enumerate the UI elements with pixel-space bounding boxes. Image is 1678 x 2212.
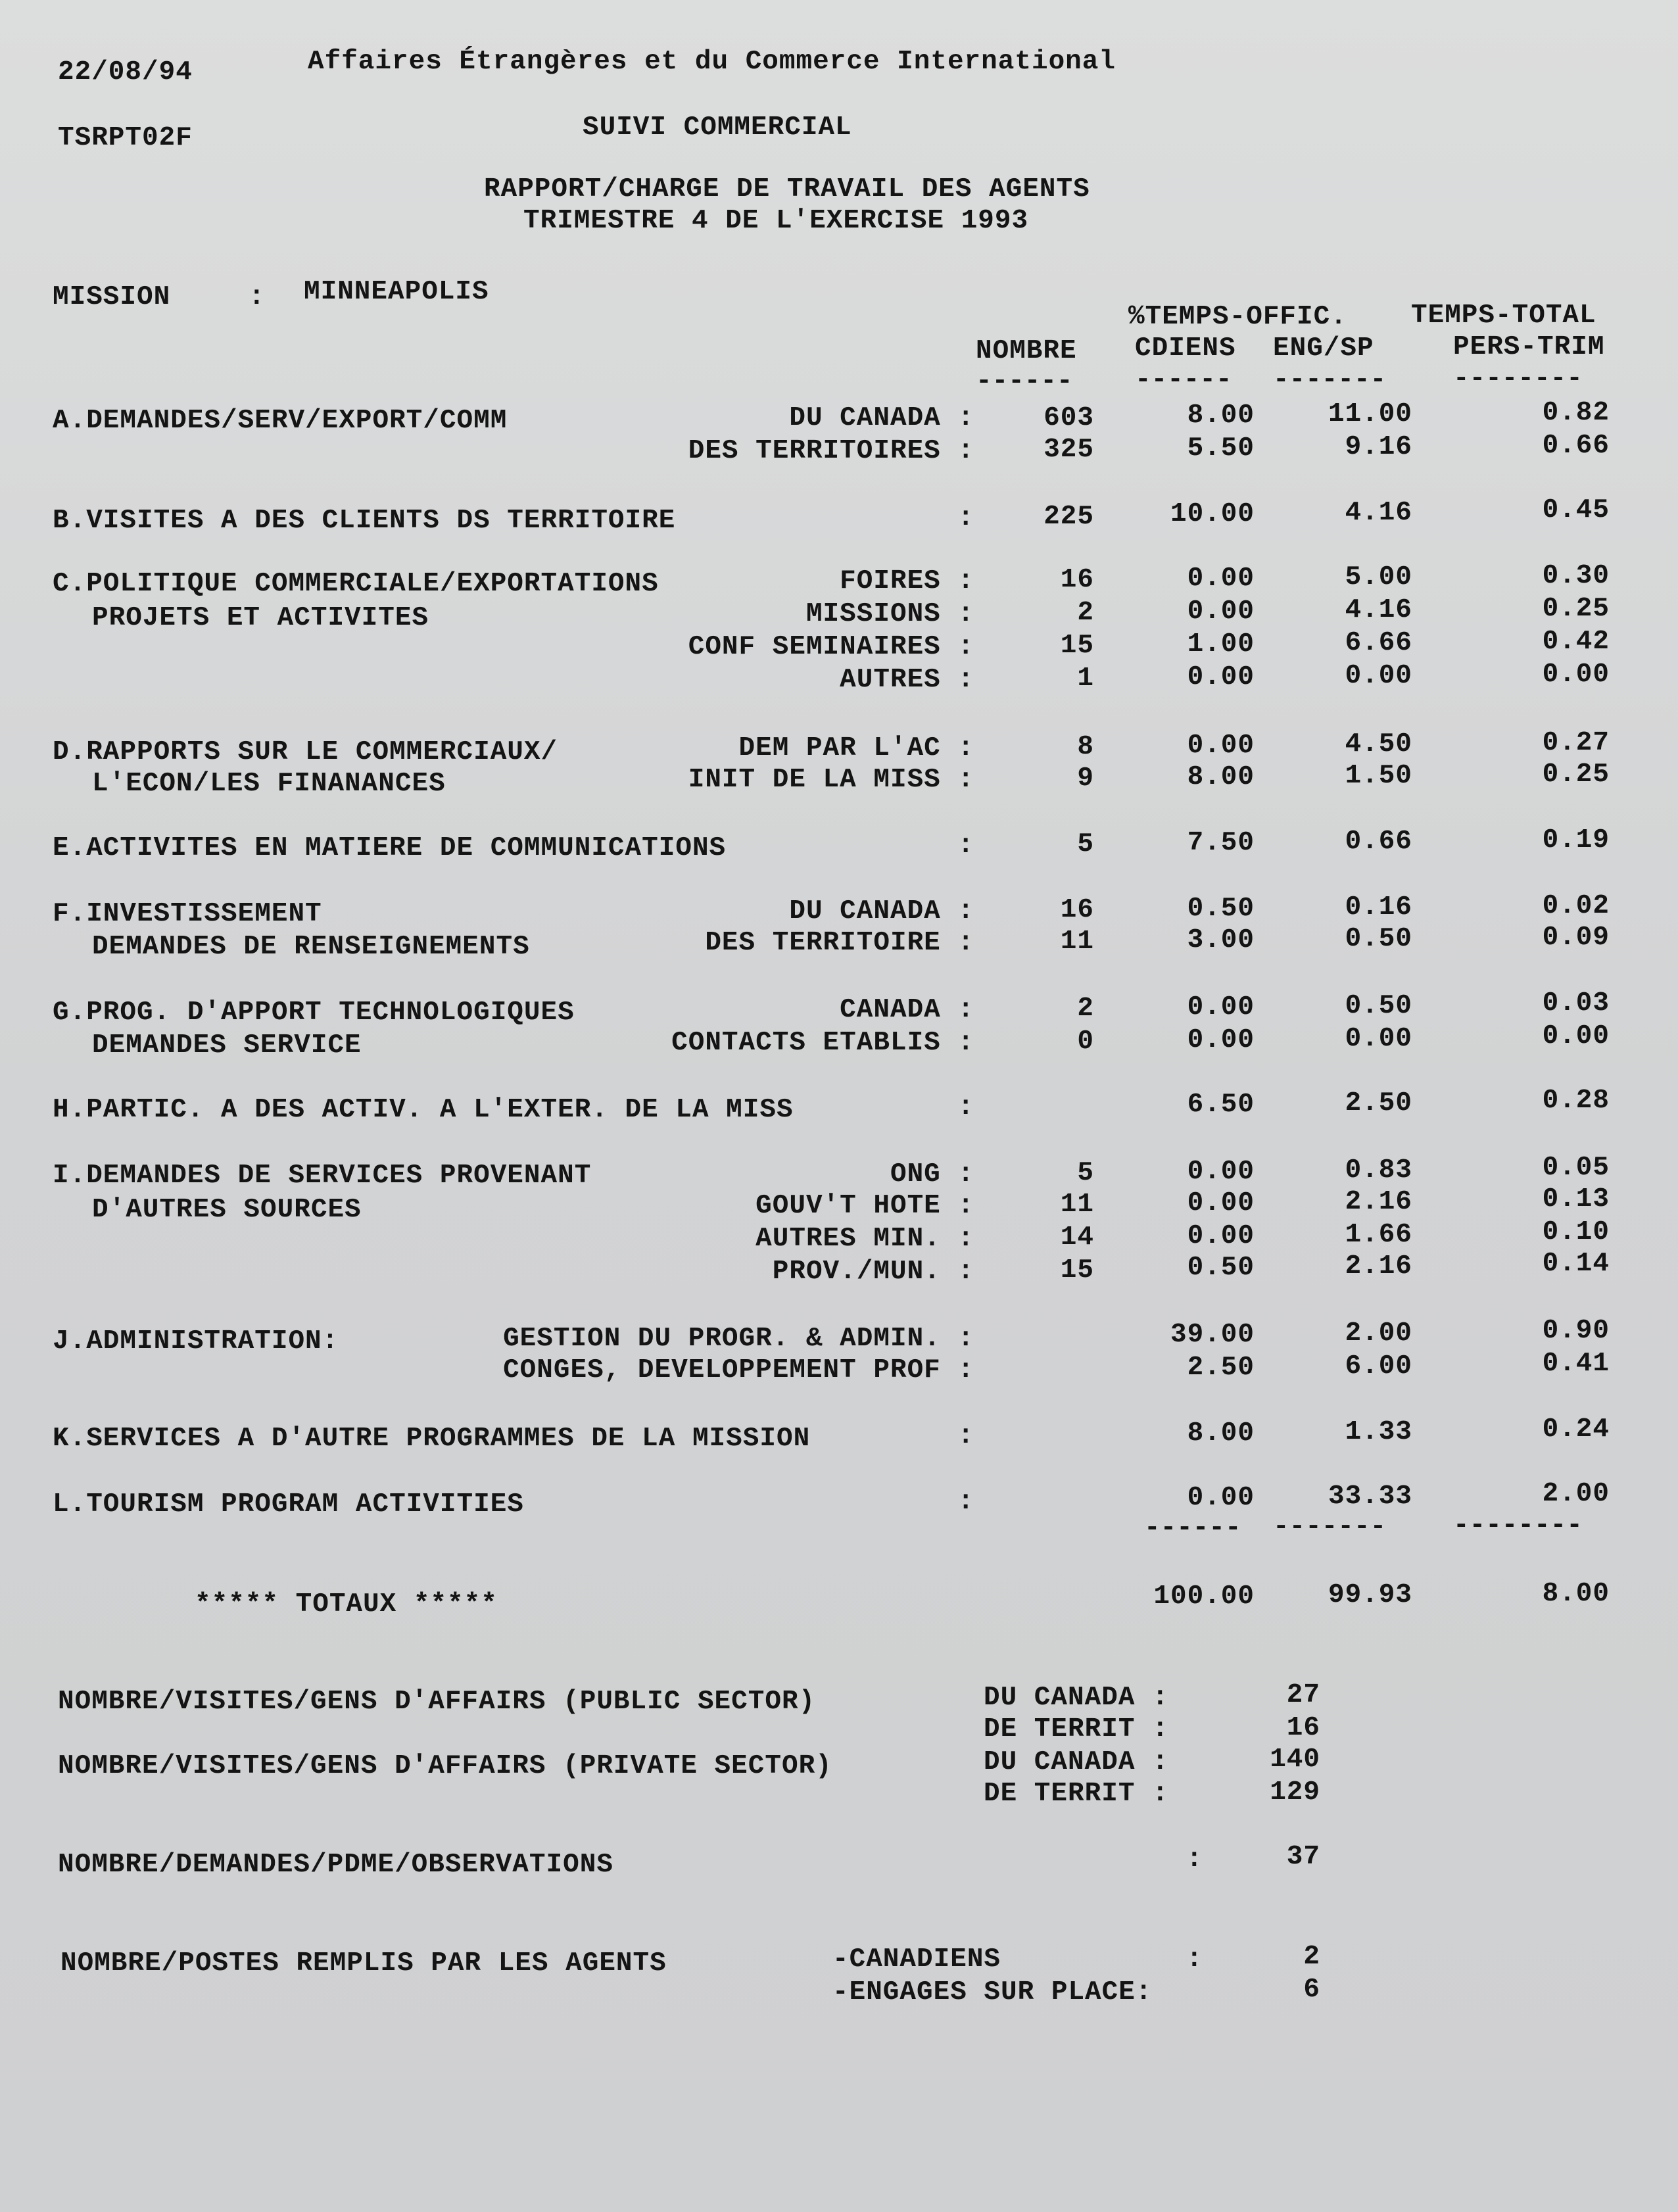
rule-cdiens: ------	[1135, 365, 1232, 395]
row-j2-sub: CONGES, DEVELOPPEMENT PROF :	[503, 1355, 974, 1385]
row-i3-engsp: 1.66	[1345, 1220, 1412, 1250]
col-group-temps-offic: %TEMPS-OFFIC.	[1128, 302, 1347, 332]
row-j1-cdiens: 39.00	[1170, 1320, 1255, 1350]
category-d-label-2: L'ECON/LES FINANANCES	[92, 769, 446, 799]
postes-canadiens-label: -CANADIENS	[832, 1944, 1001, 1975]
row-a2-pers: 0.66	[1542, 431, 1610, 461]
rule-perstrim: --------	[1453, 364, 1583, 394]
visits-private-canada-value: 140	[1270, 1744, 1320, 1775]
row-c4-sub: AUTRES :	[840, 665, 974, 695]
postes-label: NOMBRE/POSTES REMPLIS PAR LES AGENTS	[60, 1948, 667, 1979]
row-c3-engsp: 6.66	[1345, 628, 1412, 658]
row-a2-nombre: 325	[1043, 435, 1094, 465]
row-h1-cdiens: 6.50	[1187, 1090, 1255, 1120]
row-j1-engsp: 2.00	[1345, 1318, 1412, 1349]
row-c1-cdiens: 0.00	[1187, 564, 1255, 594]
row-i1-engsp: 0.83	[1345, 1155, 1412, 1186]
postes-engages-label: -ENGAGES SUR PLACE:	[832, 1977, 1153, 2008]
row-i4-engsp: 2.16	[1345, 1251, 1412, 1282]
row-g2-cdiens: 0.00	[1187, 1025, 1255, 1055]
row-a1-pers: 0.82	[1542, 398, 1610, 428]
row-i2-nombre: 11	[1060, 1190, 1094, 1220]
row-i1-nombre: 5	[1077, 1158, 1094, 1188]
row-j2-pers: 0.41	[1542, 1349, 1610, 1379]
postes-engages-value: 6	[1303, 1975, 1320, 2005]
row-d2-engsp: 1.50	[1345, 761, 1412, 791]
row-k1-sub: :	[957, 1421, 974, 1451]
visits-private-territ-label: DE TERRIT :	[984, 1779, 1169, 1809]
row-f2-sub: DES TERRITOIRE :	[705, 928, 974, 958]
row-b1-nombre: 225	[1043, 502, 1094, 532]
row-d2-cdiens: 8.00	[1187, 762, 1255, 792]
row-a1-sub: DU CANADA :	[789, 403, 974, 433]
row-c2-engsp: 4.16	[1345, 595, 1412, 625]
row-e1-sub: :	[957, 830, 974, 861]
row-g1-pers: 0.03	[1542, 988, 1610, 1019]
mission-value: MINNEAPOLIS	[304, 277, 489, 307]
row-i3-sub: AUTRES MIN. :	[755, 1224, 974, 1254]
row-a1-cdiens: 8.00	[1187, 400, 1255, 431]
row-g1-nombre: 2	[1077, 994, 1094, 1024]
row-g2-pers: 0.00	[1542, 1021, 1610, 1051]
system-name: SUIVI COMMERCIAL	[583, 112, 852, 143]
row-d1-sub: DEM PAR L'AC :	[738, 733, 974, 763]
row-c4-engsp: 0.00	[1345, 661, 1412, 691]
row-g1-engsp: 0.50	[1345, 991, 1412, 1021]
row-i3-nombre: 14	[1060, 1222, 1094, 1253]
totals-cdiens: 100.00	[1153, 1581, 1255, 1612]
postes-canadiens-value: 2	[1303, 1942, 1320, 1972]
department-name: Affaires Étrangères et du Commerce International	[308, 47, 1116, 77]
pdme-separator: :	[1186, 1844, 1203, 1875]
category-e-label: E.ACTIVITES EN MATIERE DE COMMUNICATIONS	[53, 833, 727, 863]
row-d2-pers: 0.25	[1542, 759, 1610, 790]
row-d2-nombre: 9	[1077, 763, 1094, 794]
row-g2-nombre: 0	[1077, 1026, 1094, 1057]
visits-public-canada-label: DU CANADA :	[984, 1683, 1169, 1713]
mission-separator: :	[249, 282, 266, 312]
row-c4-cdiens: 0.00	[1187, 662, 1255, 692]
row-c1-pers: 0.30	[1542, 561, 1610, 591]
row-f1-sub: DU CANADA :	[789, 896, 974, 926]
row-c1-sub: FOIRES :	[840, 566, 974, 596]
category-c-label-2: PROJETS ET ACTIVITES	[92, 603, 429, 633]
row-a1-engsp: 11.00	[1328, 399, 1412, 429]
row-f2-engsp: 0.50	[1345, 924, 1412, 954]
row-f2-pers: 0.09	[1542, 923, 1610, 953]
row-f1-cdiens: 0.50	[1187, 894, 1255, 924]
row-e1-cdiens: 7.50	[1187, 828, 1255, 858]
row-i4-pers: 0.14	[1542, 1249, 1610, 1279]
rule-total-perstrim: --------	[1453, 1510, 1583, 1541]
row-b1-pers: 0.45	[1542, 495, 1610, 525]
row-e1-engsp: 0.66	[1345, 827, 1412, 857]
row-i4-nombre: 15	[1060, 1255, 1094, 1286]
row-b1-sub: :	[957, 503, 974, 533]
col-group-temps-total: TEMPS-TOTAL	[1411, 301, 1596, 331]
row-c3-nombre: 15	[1060, 631, 1094, 661]
visits-private-label: NOMBRE/VISITES/GENS D'AFFAIRS (PRIVATE SECTOR)	[58, 1751, 832, 1781]
row-c1-nombre: 16	[1060, 565, 1094, 595]
category-h-label: H.PARTIC. A DES ACTIV. A L'EXTER. DE LA MISS	[53, 1095, 794, 1125]
row-f1-nombre: 16	[1060, 895, 1094, 925]
category-g-label-2: DEMANDES SERVICE	[92, 1030, 362, 1061]
category-d-label: D.RAPPORTS SUR LE COMMERCIAUX/	[53, 737, 558, 767]
row-c2-nombre: 2	[1077, 598, 1094, 628]
row-b1-engsp: 4.16	[1345, 498, 1412, 528]
row-f2-nombre: 11	[1060, 926, 1094, 957]
row-c3-sub: CONF SEMINAIRES :	[688, 632, 974, 662]
rule-nombre: ------	[976, 366, 1073, 397]
row-j1-sub: GESTION DU PROGR. & ADMIN. :	[503, 1324, 974, 1354]
rule-total-cdiens: ------	[1144, 1513, 1241, 1543]
postes-canadiens-separator: :	[1186, 1944, 1203, 1975]
row-i3-cdiens: 0.00	[1187, 1221, 1255, 1251]
row-l1-sub: :	[957, 1487, 974, 1517]
row-d1-engsp: 4.50	[1345, 729, 1412, 759]
category-l-label: L.TOURISM PROGRAM ACTIVITIES	[53, 1489, 524, 1520]
row-a1-nombre: 603	[1043, 403, 1094, 433]
row-i3-pers: 0.10	[1542, 1217, 1610, 1247]
row-e1-nombre: 5	[1077, 829, 1094, 859]
category-i-label-2: D'AUTRES SOURCES	[92, 1195, 362, 1225]
row-e1-pers: 0.19	[1542, 825, 1610, 855]
category-k-label: K.SERVICES A D'AUTRE PROGRAMMES DE LA MISSION	[53, 1424, 811, 1454]
row-h1-engsp: 2.50	[1345, 1088, 1412, 1118]
totals-pers: 8.00	[1542, 1579, 1610, 1609]
category-f-label: F.INVESTISSEMENT	[53, 899, 322, 929]
row-g2-sub: CONTACTS ETABLIS :	[671, 1028, 974, 1058]
row-a2-sub: DES TERRITOIRES :	[688, 436, 974, 466]
category-a-label: A.DEMANDES/SERV/EXPORT/COMM	[53, 406, 508, 436]
row-i2-cdiens: 0.00	[1187, 1188, 1255, 1218]
row-l1-pers: 2.00	[1542, 1479, 1610, 1509]
row-i4-sub: PROV./MUN. :	[772, 1257, 974, 1287]
row-f1-engsp: 0.16	[1345, 892, 1412, 923]
row-d2-sub: INIT DE LA MISS :	[688, 765, 974, 795]
row-a2-engsp: 9.16	[1345, 432, 1412, 462]
row-d1-nombre: 8	[1077, 732, 1094, 762]
row-i1-sub: ONG :	[890, 1159, 974, 1190]
row-c3-cdiens: 1.00	[1187, 629, 1255, 660]
row-c3-pers: 0.42	[1542, 627, 1610, 657]
row-i4-cdiens: 0.50	[1187, 1253, 1255, 1283]
visits-public-territ-label: DE TERRIT :	[984, 1714, 1169, 1744]
row-d1-cdiens: 0.00	[1187, 731, 1255, 761]
row-c4-nombre: 1	[1077, 663, 1094, 694]
row-b1-cdiens: 10.00	[1170, 499, 1255, 529]
pdme-label: NOMBRE/DEMANDES/PDME/OBSERVATIONS	[58, 1850, 613, 1880]
col-header-engsp: ENG/SP	[1273, 333, 1374, 364]
row-i2-pers: 0.13	[1542, 1184, 1610, 1214]
row-f1-pers: 0.02	[1542, 891, 1610, 921]
row-c1-engsp: 5.00	[1345, 562, 1412, 592]
row-i2-engsp: 2.16	[1345, 1187, 1412, 1217]
row-h1-sub: :	[957, 1092, 974, 1122]
report-date: 22/08/94	[58, 57, 193, 87]
category-i-label: I.DEMANDES DE SERVICES PROVENANT	[53, 1161, 592, 1191]
row-f2-cdiens: 3.00	[1187, 925, 1255, 955]
row-g2-engsp: 0.00	[1345, 1024, 1412, 1054]
row-g1-cdiens: 0.00	[1187, 992, 1255, 1022]
row-c2-cdiens: 0.00	[1187, 596, 1255, 627]
row-g1-sub: CANADA :	[840, 995, 974, 1025]
report-period: TRIMESTRE 4 DE L'EXERCISE 1993	[523, 206, 1029, 236]
row-k1-engsp: 1.33	[1345, 1417, 1412, 1447]
category-b-label: B.VISITES A DES CLIENTS DS TERRITOIRE	[53, 506, 676, 536]
row-j1-pers: 0.90	[1542, 1316, 1610, 1346]
visits-private-canada-label: DU CANADA :	[984, 1747, 1169, 1777]
category-g-label: G.PROG. D'APPORT TECHNOLOGIQUES	[53, 998, 575, 1028]
category-f-label-2: DEMANDES DE RENSEIGNEMENTS	[92, 932, 530, 962]
rule-total-engsp: -------	[1273, 1512, 1387, 1542]
row-i1-cdiens: 0.00	[1187, 1157, 1255, 1187]
row-k1-cdiens: 8.00	[1187, 1418, 1255, 1449]
category-c-label: C.POLITIQUE COMMERCIALE/EXPORTATIONS	[53, 569, 659, 599]
visits-public-label: NOMBRE/VISITES/GENS D'AFFAIRS (PUBLIC SECTOR)	[58, 1687, 816, 1717]
visits-public-territ-value: 16	[1286, 1713, 1320, 1743]
row-j2-engsp: 6.00	[1345, 1351, 1412, 1382]
row-j2-cdiens: 2.50	[1187, 1353, 1255, 1383]
row-l1-engsp: 33.33	[1328, 1481, 1412, 1512]
pdme-value: 37	[1286, 1842, 1320, 1872]
visits-public-canada-value: 27	[1286, 1680, 1320, 1710]
report-code: TSRPT02F	[58, 123, 193, 153]
col-header-nombre: NOMBRE	[976, 336, 1077, 366]
row-k1-pers: 0.24	[1542, 1414, 1610, 1445]
col-header-perstrim: PERS-TRIM	[1453, 332, 1605, 362]
row-c2-pers: 0.25	[1542, 594, 1610, 624]
rule-engsp: -------	[1273, 365, 1387, 395]
row-h1-pers: 0.28	[1542, 1086, 1610, 1116]
row-i2-sub: GOUV'T HOTE :	[755, 1191, 974, 1221]
row-c2-sub: MISSIONS :	[805, 599, 974, 629]
mission-label: MISSION	[53, 282, 171, 312]
row-i1-pers: 0.05	[1542, 1153, 1610, 1183]
totals-engsp: 99.93	[1328, 1580, 1412, 1610]
visits-private-territ-value: 129	[1270, 1777, 1320, 1808]
report-title: RAPPORT/CHARGE DE TRAVAIL DES AGENTS	[484, 174, 1090, 204]
row-a2-cdiens: 5.50	[1187, 433, 1255, 464]
col-header-cdiens: CDIENS	[1135, 333, 1236, 364]
row-c4-pers: 0.00	[1542, 660, 1610, 690]
category-j-label: J.ADMINISTRATION:	[53, 1326, 339, 1357]
row-d1-pers: 0.27	[1542, 728, 1610, 758]
row-l1-cdiens: 0.00	[1187, 1483, 1255, 1513]
totals-label: ***** TOTAUX *****	[195, 1589, 498, 1620]
